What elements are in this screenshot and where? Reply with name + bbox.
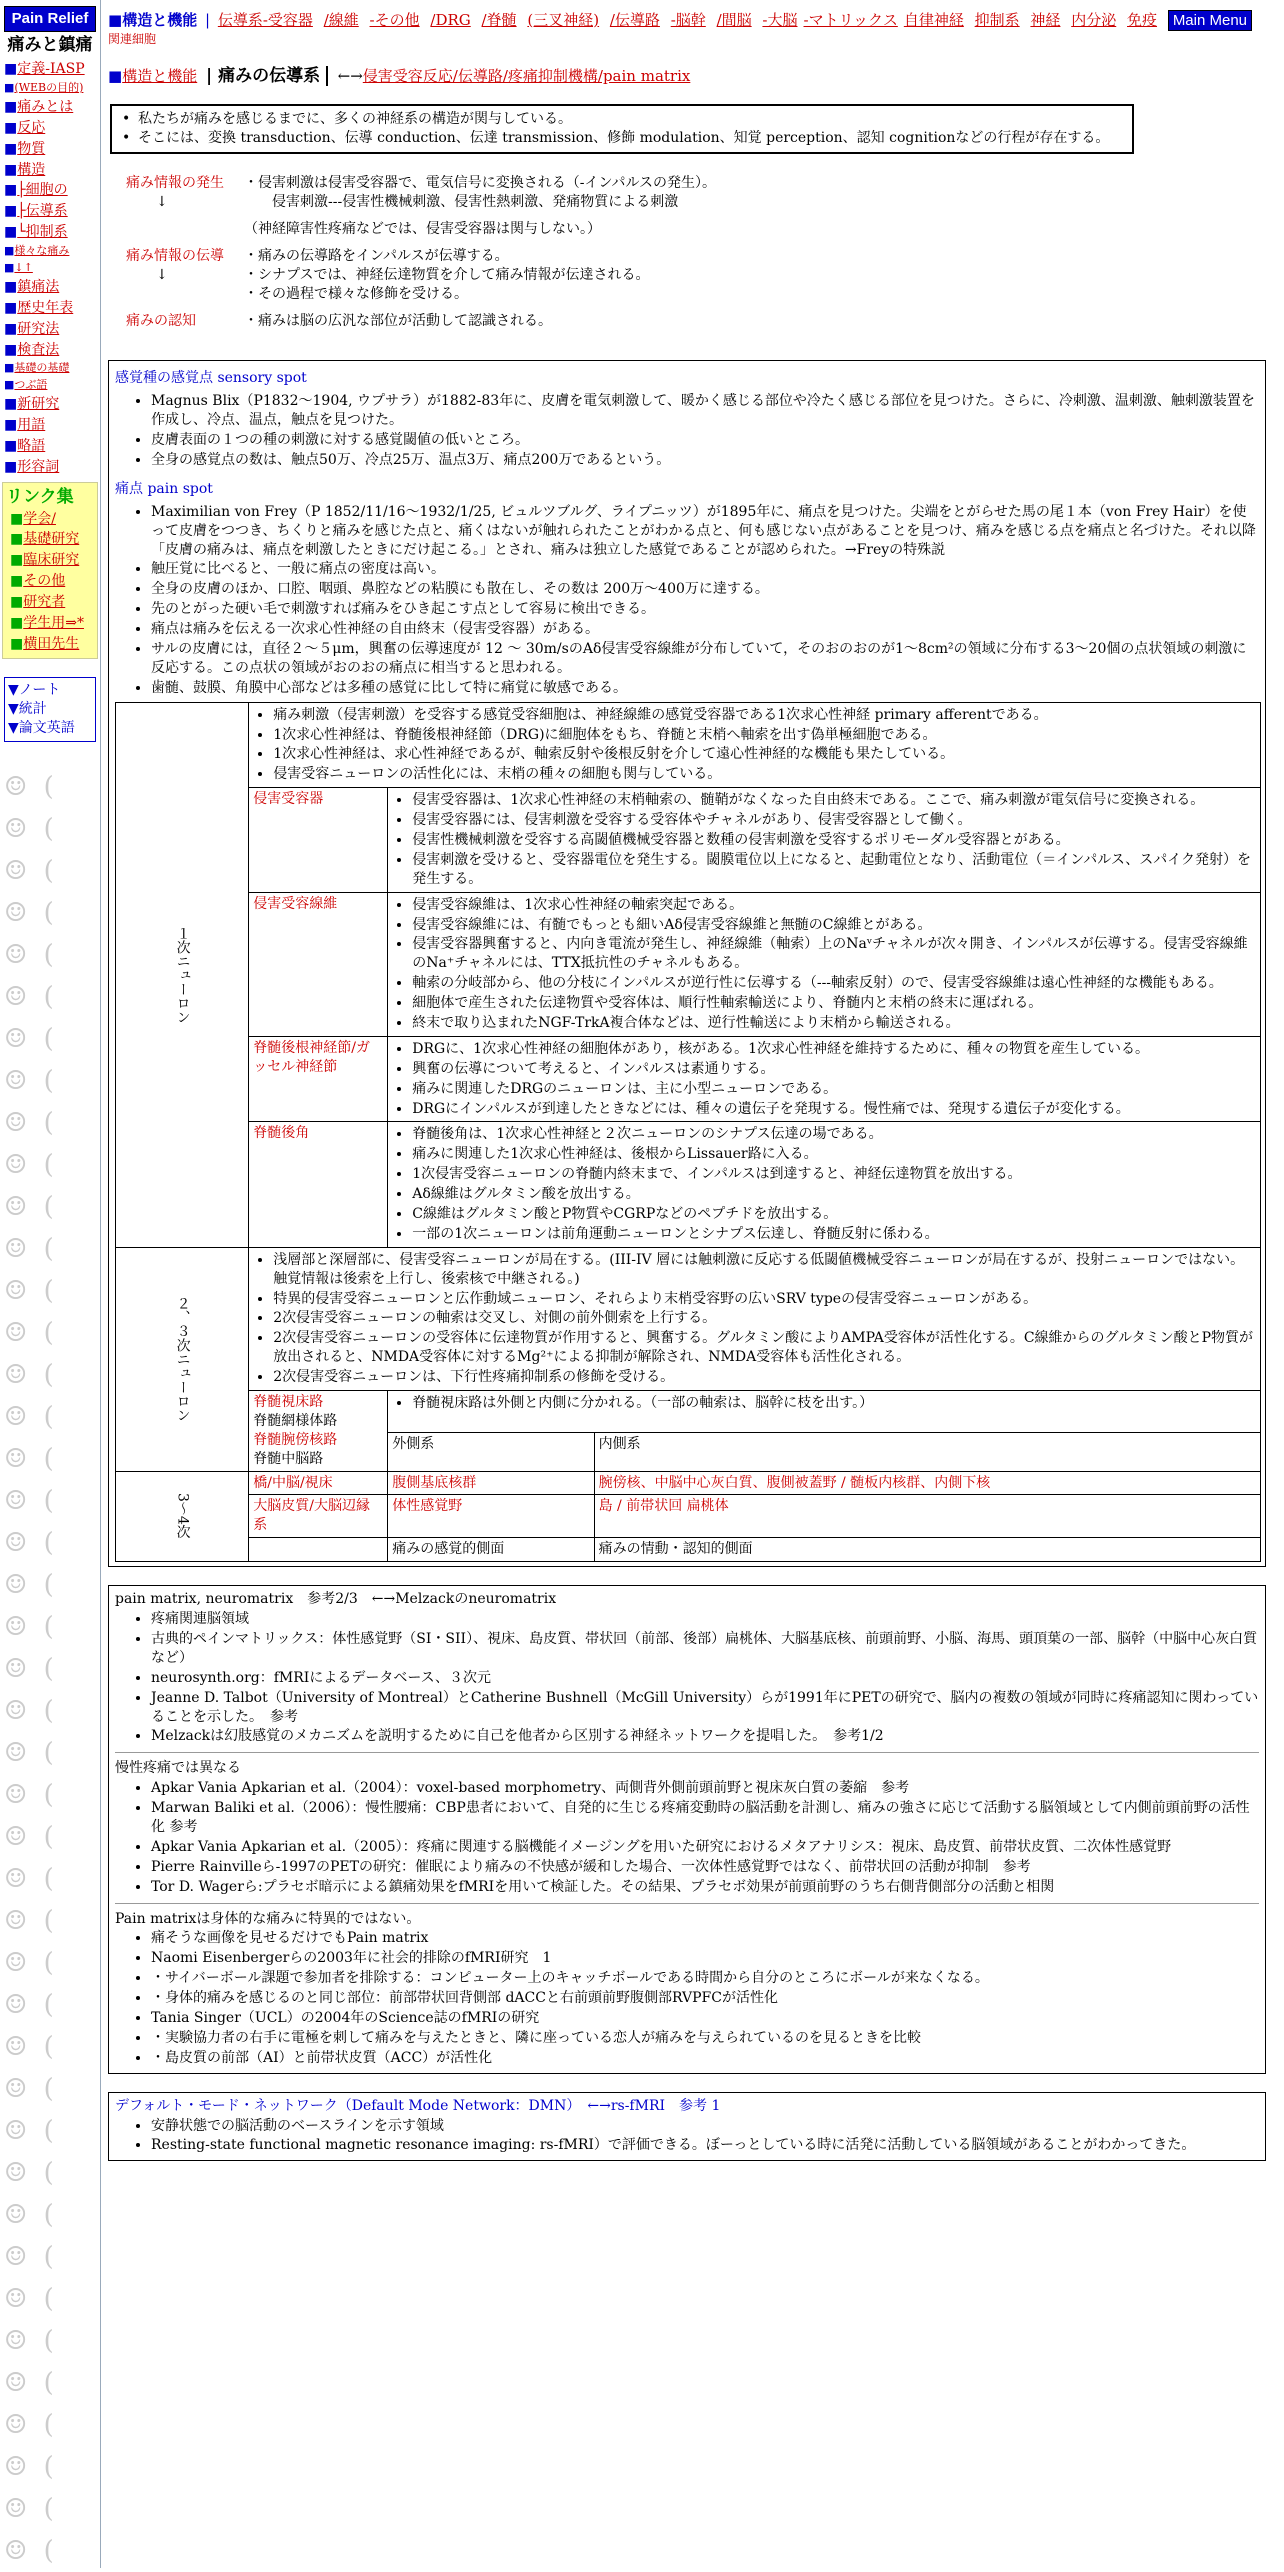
sidebar-item-label[interactable]: 歴史年表: [17, 299, 74, 316]
link-item-label[interactable]: 臨床研究: [23, 552, 80, 569]
list-item: • 2次侵害受容ニューロンは、下行性疼痛抑制系の修飾を受ける。: [273, 1368, 1256, 1387]
bullet-icon: ■: [4, 261, 15, 274]
list-item: • 痛み刺激（侵害刺激）を受容する感覚受容細胞は、神経線維の感覚受容器である1次求心性神経 primary afferentである。: [273, 706, 1256, 725]
nav-link[interactable]: -マトリックス: [803, 11, 898, 29]
intro-line: • そこには、変換 transduction、伝導 conduction、伝達 transmission、修飾 modulation、知覚 perception、認知 cognitionなどの行程が存在する。: [122, 129, 1122, 148]
note-link[interactable]: ▼統計: [8, 700, 47, 717]
flow-row: [126, 304, 1278, 312]
tract-name[interactable]: 脊髄視床路: [253, 1394, 324, 1411]
list-item: • DRGにインパルスが到達したときなどには、種々の遺伝子を発現する。慢性痛では、発現する遺伝子が変化する。: [412, 1100, 1256, 1119]
bullet-icon: ■: [4, 437, 18, 454]
list-item: • ・身体的痛みを感じるのと同じ部位：前部帯状回背側部 dACCと右前頭前野腹側部RVPFCが活性化: [151, 1989, 1259, 2008]
medial-header: 内側系: [594, 1432, 1260, 1471]
list-item: • 1次求心性神経は、求心性神経であるが、軸索反射や後根反射を介して遠心性神経的な機能も果たしている。: [273, 745, 1256, 764]
flow-text: ・痛みは脳の広汎な部位が活動して認識される。: [244, 312, 552, 329]
sensory-aspect: 痛みの感覚的側面: [388, 1538, 594, 1562]
bullet-icon: ■: [4, 119, 18, 136]
link-item-label[interactable]: 研究者: [23, 594, 66, 611]
sidebar-item[interactable]: [0, 201, 100, 222]
list-item: • 特異的侵害受容ニューロンと広作動域ニューロン、それらより末梢受容野の広いSRV typeの侵害受容ニューロンがある。: [273, 1290, 1256, 1309]
bullet-icon: ■: [4, 224, 18, 241]
affective-aspect: 痛みの情動・認知的側面: [594, 1538, 1260, 1562]
flow-row: [126, 247, 1278, 266]
sidebar-item-label[interactable]: 定義-IASP: [17, 61, 85, 78]
region-name[interactable]: 大脳皮質/大脳辺縁系: [249, 1495, 388, 1538]
sidebar-item-label[interactable]: 様々な痛み: [14, 244, 70, 258]
second-neuron-label: ２、３次ニューロン: [116, 1247, 249, 1471]
note-link[interactable]: ▼ノート: [8, 681, 61, 698]
list-item: • C線維はグルタミン酸とP物質やCGRPなどのペプチドを放出する。: [412, 1205, 1256, 1224]
bullet-icon: ■: [10, 594, 24, 611]
list-item: • 1次侵害受容ニューロンの脊髄内終末まで、インパルスは到達すると、神経伝達物質を放出する。: [412, 1165, 1256, 1184]
pain-flow: [126, 174, 1278, 330]
nav-link[interactable]: 自律神経: [903, 11, 964, 29]
pain-matrix-box: [108, 1585, 1266, 2073]
sidebar-item[interactable]: [0, 243, 100, 260]
sidebar-item[interactable]: [0, 160, 100, 181]
list-item: • 全身の皮膚のほか、口腔、咽頭、鼻腔などの粘膜にも散在し、その数は 200万～400万に達する。: [151, 580, 1259, 599]
sidebar-item-label[interactable]: 構造: [17, 161, 46, 178]
medial-cell[interactable]: 腕傍核、中脳中心灰白質、腹側被蓋野 / 髄板内核群、内側下核: [594, 1471, 1260, 1495]
bullet-icon: ■: [4, 161, 18, 178]
bullet-icon: ■: [4, 458, 18, 475]
bullet-icon: ■: [10, 531, 24, 548]
sidebar-item[interactable]: [0, 222, 100, 243]
list-item: • ・実験協力者の右手に電極を刺して痛みを与えたときと、隣に座っている恋人が痛みを与えられているのを見るときを比較: [151, 2029, 1259, 2048]
sidebar-item-label[interactable]: ├伝導系: [17, 203, 68, 220]
bullet-icon: ■: [10, 615, 24, 632]
nav-link[interactable]: /脊髄: [481, 11, 517, 29]
list-item: • Resting-state functional magnetic resonance imaging: rs-fMRI）で評価できる。ぼーっとしている時に活発に活動している脳領域があることがわかってきた。: [151, 2136, 1259, 2155]
sidebar-item-label[interactable]: └抑制系: [17, 224, 68, 241]
list-item: • Pierre Rainvilleら-1997のPETの研究：催眠により痛みの不快感が緩和した場合、一次体性感覚野ではなく、前帯状回の活動が抑制 参考: [151, 1858, 1259, 1877]
flow-row: [126, 212, 1278, 220]
site-logo[interactable]: Pain Relief: [4, 6, 96, 32]
neuron-table: [115, 702, 1261, 1563]
list-item: • 疼痛関連脳領域: [151, 1610, 1259, 1629]
sidebar-item-label[interactable]: 物質: [17, 140, 46, 157]
link-item[interactable]: [6, 529, 94, 550]
intro-line: • 私たちが痛みを感じるまでに、多くの神経系の構造が関与している。: [122, 110, 1122, 129]
link-item[interactable]: [6, 509, 94, 530]
nav-link[interactable]: -その他: [369, 11, 420, 29]
sidebar-item-label[interactable]: (WEBの目的): [14, 81, 84, 95]
third-neuron-label: 3〜4次: [116, 1471, 249, 1562]
list-item: • 興奮の伝導について考えると、インパルスは素通りする。: [412, 1060, 1256, 1079]
list-item: • 侵害受容器には、侵害刺激を受容する受容体やチャネルがあり、侵害受容器として働く。: [412, 811, 1256, 830]
list-item: • 2次侵害受容ニューロンの軸索は交叉し、対側の前外側索を上行する。: [273, 1309, 1256, 1328]
flow-text: ・その過程で様々な修飾を受ける。: [244, 285, 468, 302]
flow-row: [126, 174, 1278, 193]
related-links[interactable]: 侵害受容反応/伝導路/疼痛抑制機構/pain matrix: [362, 67, 691, 86]
sidebar-item-label[interactable]: 研究法: [17, 320, 60, 337]
bullet-icon: ■: [4, 378, 15, 392]
list-item: • 1次求心性神経は、脊髄後根神経節（DRG)に細胞体をもち、脊髄と末梢へ軸索を出す偽単極細胞である。: [273, 726, 1256, 745]
breadcrumb-link[interactable]: 構造と機能: [122, 67, 198, 86]
bullet-icon: ■: [4, 320, 18, 337]
bullet-icon: ■: [10, 510, 24, 527]
link-item-label[interactable]: 学会/: [23, 510, 56, 527]
medial-cell[interactable]: 島 / 前帯状回 扁桃体: [594, 1495, 1260, 1538]
list-item: • 痛点は痛みを伝える一次求心性神経の自由終末（侵害受容器）がある。: [151, 620, 1259, 639]
pain-spot-title: 痛点 pain spot: [115, 480, 213, 497]
list-item: • 歯髄、鼓膜、角膜中心部などは多種の感覚に比して特に痛覚に敏感である。: [151, 679, 1259, 698]
list-item: • 脊髄視床路は外側と内側に分かれる。（一部の軸索は、脳幹に枝を出す。）: [412, 1394, 1256, 1413]
sidebar-menu: [0, 59, 100, 477]
bullet-icon: ■: [4, 361, 15, 375]
list-item: • neurosynth.org：fMRIによるデータベース、３次元: [151, 1669, 1259, 1688]
nav-link[interactable]: 抑制系: [974, 11, 1020, 29]
nav-link[interactable]: /DRG: [430, 11, 471, 29]
flow-row: [126, 266, 1278, 285]
sidebar-item[interactable]: [0, 59, 100, 80]
sensory-spot-box: [108, 360, 1266, 1567]
bullet-icon: ■: [10, 552, 24, 569]
sidebar-item[interactable]: [0, 394, 100, 415]
sidebar-item-label[interactable]: 鎮痛法: [17, 278, 60, 295]
nav-link[interactable]: /間脳: [716, 11, 752, 29]
sidebar-item[interactable]: [0, 180, 100, 201]
list-item: • Magnus Blix（P1832～1904, ウプサラ）が1882-83年に、皮膚を電気刺激して、暖かく感じる部位や冷たく感じる部位を見つけた。さらに、冷刺激、温刺激、触刺激装置を作成し、冷点、温点，触点を見つけた。: [151, 392, 1259, 430]
list-item: • 細胞体で産生された伝達物質や受容体は、順行性軸索輸送により、脊髄内と末梢の終末に運ばれる。: [412, 994, 1256, 1013]
list-item: • Apkar Vania Apkarian et al.（2004）：voxel-based morphometry、両側背外側前頭前野と視床灰白質の萎縮 参考: [151, 1779, 1259, 1798]
flow-label: 痛み情報の伝導: [126, 247, 224, 264]
social-title: Pain matrixは身体的な痛みに特異的ではない。: [115, 1910, 421, 1927]
list-item: • 痛みに関連した1次求心性神経は、後根からLissauer路に入る。: [412, 1145, 1256, 1164]
bullet-icon: ■: [4, 182, 18, 199]
bullet-icon: ■: [4, 299, 18, 316]
link-item[interactable]: [6, 613, 94, 634]
sidebar-item[interactable]: [0, 298, 100, 319]
flow-label: [126, 220, 244, 239]
flow-label: 痛みの認知: [126, 312, 196, 329]
bullet-icon: ■: [4, 81, 15, 95]
sidebar-item[interactable]: [0, 118, 100, 139]
top-navigation: ■構造と機能 | 伝導系-受容器 /線維 -その他 /DRG /脊髄 (三叉神経) /伝導路 -脳幹 /間脳 -大脳 -マトリックス 自律神経 抑制系 神経 内分泌 免疫 Main Menu: [108, 10, 1278, 31]
sidebar-item[interactable]: [0, 360, 100, 377]
tract-name[interactable]: 脊髄網様体路: [253, 1412, 338, 1429]
sidebar-item-label[interactable]: ↓↑: [14, 261, 33, 274]
flow-label: ↓: [156, 194, 168, 211]
sidebar-item-label[interactable]: つぶ語: [14, 378, 48, 392]
list-item: • 安静状態での脳活動のベースラインを示す領域: [151, 2117, 1259, 2136]
site-title: 痛みと鎮痛: [7, 35, 93, 56]
chronic-title: 慢性疼痛では異なる: [115, 1760, 241, 1777]
neuron-row-name[interactable]: 侵害受容器: [249, 788, 388, 892]
main-menu-button[interactable]: Main Menu: [1168, 10, 1252, 31]
nav-link[interactable]: 免疫: [1127, 11, 1158, 29]
sidebar-item[interactable]: [0, 340, 100, 361]
bullet-icon: ■: [10, 573, 24, 590]
bullet-icon: ■: [4, 416, 18, 433]
flow-text: [244, 239, 1278, 247]
flow-row: [126, 285, 1278, 304]
flow-label: [126, 285, 244, 304]
link-item-label[interactable]: 学生用⇒*: [23, 615, 84, 632]
bullet-icon: ■: [4, 203, 18, 220]
bullet-icon: ■: [4, 341, 18, 358]
sidebar-item[interactable]: [0, 260, 100, 277]
bullet-icon: ■: [4, 140, 18, 157]
list-item: • 侵害刺激を受けると、受容器電位を発生する。閾膜電位以上になると、起動電位となり、活動電位（＝インパルス、スパイク発射）を発生する。: [412, 851, 1256, 889]
list-item: • Naomi Eisenbergerらの2003年に社会的排除のfMRI研究 1: [151, 1949, 1259, 1968]
list-item: • サルの皮膚には，直径２～５μm，興奮の伝導速度が 12 ～ 30m/sのAδ侵害受容線維が分布していて，そのおのおのが1～8cm²の領域に分布する3～20個の点状領域の刺激に反応する。この点状の領域がおのおの痛点に相当すると思われる。: [151, 640, 1259, 678]
list-item: • 脊髄後角は、1次求心性神経と２次ニューロンのシナプス伝達の場である。: [412, 1125, 1256, 1144]
breadcrumb: ■構造と機能 | 痛みの伝導系 ←→侵害受容反応/伝導路/疼痛抑制機構/pain matrix: [108, 66, 691, 87]
nav-current[interactable]: ■構造と機能: [108, 11, 198, 29]
main-content: [108, 0, 1278, 2161]
sidebar-item-label[interactable]: 痛みとは: [17, 98, 74, 115]
sidebar-item-label[interactable]: ├細胞の: [17, 182, 68, 199]
flow-text: [244, 212, 1278, 220]
dmn-box: [108, 2092, 1266, 2162]
flow-label: [126, 304, 244, 312]
flow-text: ・痛みの伝導路をインパルスが伝導する。: [244, 247, 509, 264]
first-neuron-label: １次ニューロン: [116, 702, 249, 1247]
flow-text: [244, 304, 1278, 312]
list-item: • Aδ線維はグルタミン酸を放出する。: [412, 1185, 1256, 1204]
flow-text: （神経障害性疼痛などでは、侵害受容器は関与しない。）: [244, 220, 601, 237]
list-item: • Tania Singer（UCL）の2004年のScience誌のfMRIの研究: [151, 2009, 1259, 2028]
sidebar-item[interactable]: [0, 80, 100, 97]
note-link[interactable]: ▼論文英語: [8, 719, 75, 736]
list-item: • 2次侵害受容ニューロンの受容体に伝達物質が作用すると、興奮する。グルタミン酸によりAMPA受容体が活性化する。C線維からのグルタミン酸とP物質が放出されると、NMDA受容体に対するMg²⁺による抑制が解除され、NMDA受容体も活性化される。: [273, 1329, 1256, 1367]
flow-label: 痛み情報の発生: [126, 175, 224, 192]
list-item: • 触圧覚に比べると、一般に痛点の密度は高い。: [151, 560, 1259, 579]
neuron-row-name[interactable]: 脊髄後角: [249, 1122, 388, 1247]
bullet-icon: ■: [4, 244, 15, 258]
list-item: • Marwan Baliki et al.（2006）：慢性腰痛：CBP患者において、自発的に生じる疼痛変動時の脳活動を計測し、痛みの強さに応じて活動する脳領域として内側前頭前野の活性化 参考: [151, 1799, 1259, 1837]
list-item: • 侵害受容器興奮すると、内向き電流が発生し、神経線維（軸索）上のNaᵛチャネルが次々開き、インパルスが伝導する。侵害受容線維のNa⁺チャネルには、TTX抵抗性のチャネルもある。: [412, 935, 1256, 973]
sidebar-item[interactable]: [0, 415, 100, 436]
flow-row: [126, 193, 1278, 212]
sidebar-item[interactable]: [0, 277, 100, 298]
flow-label: ↓: [156, 266, 168, 283]
list-item: • 侵害受容器は、1次求心性神経の末梢軸索の、髄鞘がなくなった自由終末である。ここで、痛み刺激が電気信号に変換される。: [412, 791, 1256, 810]
tract-name[interactable]: 脊髄中脳路: [253, 1450, 324, 1467]
tract-names: [249, 1391, 388, 1472]
lateral-header: 外側系: [388, 1432, 594, 1471]
list-item: • Melzackは幻肢感覚のメカニズムを説明するために自己を他者から区別する神経ネットワークを提唱した。 参考1/2: [151, 1727, 1259, 1746]
flow-label: [126, 212, 244, 220]
nav-link[interactable]: (三叉神経): [527, 11, 600, 29]
sensory-title: 感覚種の感覚点 sensory spot: [115, 370, 307, 387]
sidebar: [0, 0, 101, 2568]
list-item: • Apkar Vania Apkarian et al.（2005）：疼痛に関連する脳機能イメージングを用いた研究におけるメタアナリシス：視床、島皮質、前帯状皮質、二次体性感覚野: [151, 1838, 1259, 1857]
list-item: • 軸索の分岐部から、他の分枝にインパルスが逆行性に伝導する（---軸索反射）ので、侵害受容線維は遠心性神経的な機能もある。: [412, 974, 1256, 993]
flow-text: 侵害刺激---侵害性機械刺激、侵害性熱刺激、発痛物質による刺激: [272, 194, 679, 211]
flow-label: [126, 239, 244, 247]
sidebar-item[interactable]: [0, 139, 100, 160]
list-item: • 先のとがった硬い毛で刺激すれば痛みをひき起こす点として容易に検出できる。: [151, 600, 1259, 619]
link-item[interactable]: [6, 571, 94, 592]
bullet-icon: ■: [4, 278, 18, 295]
tract-name[interactable]: 脊髄腕傍核路: [253, 1431, 338, 1448]
bullet-icon: ■: [4, 396, 18, 413]
nav-link[interactable]: /線維: [323, 11, 359, 29]
neuron-row-name[interactable]: 侵害受容線維: [249, 892, 388, 1036]
sidebar-item-label[interactable]: 基礎の基礎: [14, 361, 70, 375]
list-item: • ・島皮質の前部（AI）と前帯状皮質（ACC）が活性化: [151, 2049, 1259, 2068]
nav-link[interactable]: /伝導路: [609, 11, 660, 29]
matrix-title: pain matrix, neuromatrix 参考2/3 ←→Melzackのneuromatrix: [115, 1591, 557, 1608]
region-name[interactable]: 橋/中脳/視床: [249, 1471, 388, 1495]
bullet-icon: ■: [10, 635, 24, 652]
list-item: • Tor D. Wagerら:プラセボ暗示による鎮痛効果をfMRIを用いて検証した。その結果、プラセボ効果が前頭前野のうち右側背側部分の活動と相関: [151, 1878, 1259, 1897]
sidebar-item-label[interactable]: 新研究: [17, 396, 60, 413]
dmn-title: デフォルト・モード・ネットワーク（Default Mode Network：DMN） ←→rs-fMRI 参考 1: [115, 2097, 721, 2114]
link-item-label[interactable]: 横田先生: [23, 635, 80, 652]
sidebar-item-label[interactable]: 検査法: [17, 341, 60, 358]
list-item: • 侵害受容線維には、有髄でもっとも細いAδ侵害受容線維と無髄のC線維とがある。: [412, 916, 1256, 935]
list-item: • 侵害性機械刺激を受容する高閾値機械受容器と数種の侵害刺激を受容するポリモーダル受容器とがある。: [412, 831, 1256, 850]
background-faces: ☺ ( ☺ ( ☺ ( ☺ ( ☺ ( ☺ ( ☺ ( ☺ ( ☺ ( ☺ ( ☺ ( ☺ ( ☺ ( ☺ ( ☺ ( ☺ ( ☺ ( ☺ ( ☺ ( ☺ ( ☺ ( ☺ ( ☺ ( ☺ ( ☺ ( ☺ ( ☺ ( ☺ ( ☺ ( ☺ ( ☺ ( ☺ ( ☺ ( ☺ ( ☺ ( ☺ ( ☺ ( ☺ ( ☺ ( ☺ ( ☺ ( ☺ ( ☺ (: [4, 771, 58, 2566]
bullet-icon: ■: [4, 98, 18, 115]
list-item: • Maximilian von Frey（P 1852/11/16～1932/1/25, ビュルツブルグ、ライプニッツ）が1895年に、痛点を見つけた。尖端をとがらせた馬の尾１本（von Frey Hair）を使って皮膚をつつき、ちくりと痛みを感じた点と、痛くはないが触れられたことがわかる点と、何も感じない点があることを見つけ、痛みを感じる点を痛点と名づけた。それ以降「皮膚の痛みは、痛点を刺激したときにだけ起こる。」とされ、痛みは独立した感覚であることが認められた。→Freyの特殊説: [151, 503, 1259, 560]
list-item: • Jeanne D. Talbot（University of Montreal）とCatherine Bushnell（McGill University）らが1991年にPETの研究で、脳内の複数の領域が同時に疼痛認知に関わっていることを示した。 参考: [151, 1689, 1259, 1727]
list-item: • 侵害受容ニューロンの活性化には、末梢の種々の細胞も関与している。: [273, 765, 1256, 784]
link-item[interactable]: [6, 592, 94, 613]
list-item: • 一部の1次ニューロンは前角運動ニューロンとシナプス伝達し、脊髄反射に係わる。: [412, 1225, 1256, 1244]
nav-link[interactable]: -脳幹: [670, 11, 706, 29]
page-title: | 痛みの伝導系: [202, 66, 328, 86]
list-item: • 終末で取り込まれたNGF-TrkA複合体などは、逆行性輸送により末梢から輸送される。: [412, 1014, 1256, 1033]
nav-link[interactable]: 神経: [1030, 11, 1061, 29]
intro-box: [110, 104, 1134, 154]
sidebar-item-label[interactable]: 用語: [17, 416, 46, 433]
sidebar-item[interactable]: [0, 377, 100, 394]
lateral-cell[interactable]: 体性感覚野: [388, 1495, 594, 1538]
sidebar-item[interactable]: [0, 457, 100, 478]
nav-link[interactable]: 伝導系-受容器: [217, 11, 313, 29]
sidebar-item[interactable]: [0, 319, 100, 340]
flow-row: [126, 220, 1278, 239]
link-item[interactable]: [6, 634, 94, 655]
list-item: • 痛そうな画像を見せるだけでもPain matrix: [151, 1929, 1259, 1948]
list-item: • DRGに、1次求心性神経の細胞体があり，核がある。1次求心性神経を維持するために、種々の物質を産生している。: [412, 1040, 1256, 1059]
list-item: • 全身の感覚点の数は、触点50万、冷点25万、温点3万、痛点200万であるという。: [151, 451, 1259, 470]
sidebar-item[interactable]: [0, 97, 100, 118]
sidebar-item-label[interactable]: 形容詞: [17, 458, 60, 475]
links-box: [2, 482, 98, 659]
list-item: • 古典的ペインマトリックス：体性感覚野（SI・SII）、視床、島皮質、帯状回（前部、後部）扁桃体、大脳基底核、前頭前野、小脳、海馬、頭頂葉の一部、脳幹（中脳中心灰白質など）: [151, 1630, 1259, 1668]
sidebar-item-label[interactable]: 反応: [17, 119, 46, 136]
list-item: • 皮膚表面の１つの種の刺激に対する感覚閾値の低いところ。: [151, 431, 1259, 450]
nav-link[interactable]: -大脳: [762, 11, 798, 29]
neuron-row-name[interactable]: 脊髄後根神経節/ガッセル神経節: [249, 1036, 388, 1122]
list-item: • ・サイバーボール課題で参加者を排除する：コンピューター上のキャッチボールである時間から自分のところにボールが来なくなる。: [151, 1969, 1259, 1988]
list-item: • 痛みに関連したDRGのニューロンは、主に小型ニューロンである。: [412, 1080, 1256, 1099]
list-item: • 浅層部と深層部に、侵害受容ニューロンが局在する。(III-IV 層には触刺激に反応する低閾値機械受容ニューロンが局在するが、投射ニューロンではない。触覚情報は後索を上行し、後索核で中継される。): [273, 1251, 1256, 1289]
link-item[interactable]: [6, 550, 94, 571]
flow-text: ・シナプスでは、神経伝達物質を介して痛み情報が伝達される。: [244, 266, 650, 283]
lateral-cell[interactable]: 腹側基底核群: [388, 1471, 594, 1495]
list-item: • 侵害受容線維は、1次求心性神経の軸索突起である。: [412, 896, 1256, 915]
link-item-label[interactable]: 基礎研究: [23, 531, 80, 548]
related-cells-link[interactable]: 関連細胞: [108, 32, 157, 47]
notes-box: [4, 677, 96, 742]
links-heading: リンク集: [6, 486, 74, 507]
flow-row: [126, 239, 1278, 247]
link-item-label[interactable]: その他: [23, 573, 66, 590]
flow-row: [126, 312, 1278, 331]
bullet-icon: ■: [4, 61, 18, 78]
flow-text: ・侵害刺激は侵害受容器で、電気信号に変換される（-インパルスの発生）。: [244, 175, 717, 192]
sidebar-item[interactable]: [0, 436, 100, 457]
nav-link[interactable]: 内分泌: [1071, 11, 1117, 29]
sidebar-item-label[interactable]: 略語: [17, 437, 46, 454]
